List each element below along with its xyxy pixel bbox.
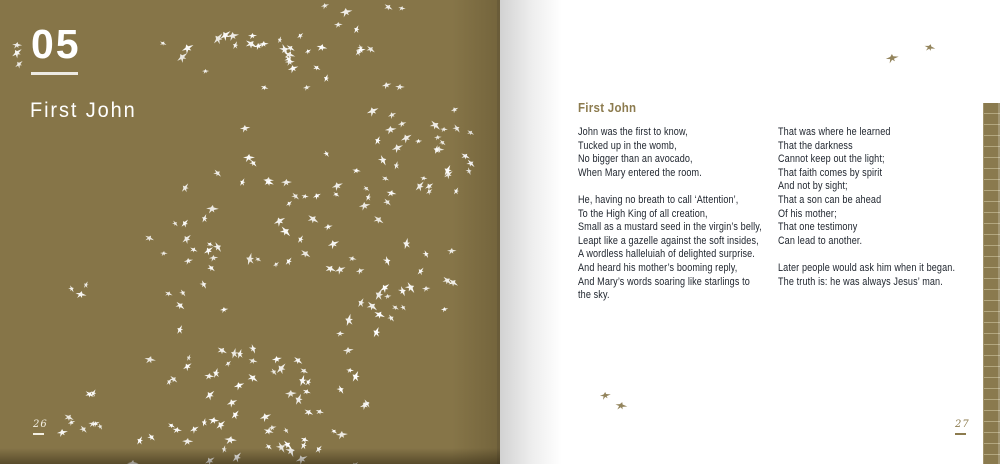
- starling-icon: [449, 106, 459, 116]
- starling-icon: [354, 47, 365, 59]
- starling-icon: [343, 313, 357, 329]
- poem-line: And heard his mother’s booming reply,: [578, 261, 738, 274]
- poem-line: A wordless halleluiah of delighted surprise.: [578, 248, 755, 261]
- starling-icon: [259, 83, 269, 93]
- starling-icon: [320, 2, 330, 11]
- chapter-number: 05: [31, 21, 81, 67]
- starling-icon: [170, 220, 179, 229]
- starling-icon: [464, 167, 473, 177]
- starling-icon: [202, 245, 216, 259]
- starling-icon: [272, 261, 281, 270]
- starling-icon: [201, 418, 211, 428]
- starling-icon: [202, 69, 209, 75]
- starling-icon: [282, 444, 296, 460]
- starling-icon: [446, 277, 461, 291]
- starling-icon: [437, 138, 447, 148]
- starling-icon: [95, 423, 104, 432]
- starling-icon: [296, 234, 308, 246]
- right-page: [500, 0, 1000, 464]
- starling-icon: [218, 28, 235, 44]
- starling-icon: [433, 144, 443, 155]
- starling-icon: [311, 63, 322, 74]
- starling-icon: [384, 126, 397, 137]
- page-number-left: 26: [33, 419, 48, 430]
- starling-icon: [206, 204, 219, 216]
- starling-icon: [229, 347, 241, 360]
- starling-icon: [66, 284, 75, 294]
- starling-icon: [259, 412, 274, 426]
- starling-icon: [345, 368, 354, 376]
- starling-icon: [370, 213, 385, 228]
- starling-icon: [276, 36, 285, 45]
- starling-icon: [67, 419, 77, 428]
- starling-icon: [355, 267, 366, 277]
- starling-icon: [220, 306, 229, 314]
- starling-icon: [415, 139, 422, 145]
- starling-icon: [441, 164, 456, 179]
- starling-icon: [197, 279, 208, 291]
- starling-icon: [334, 264, 348, 277]
- starling-icon: [172, 300, 186, 314]
- page-edge-strip: [983, 103, 1000, 464]
- starling-icon: [383, 294, 391, 301]
- starling-icon: [284, 43, 297, 55]
- starling-icon: [177, 288, 187, 299]
- starling-icon: [358, 401, 371, 413]
- starling-icon: [231, 450, 247, 464]
- starling-icon: [259, 41, 269, 49]
- starling-icon: [314, 408, 325, 418]
- starling-icon: [281, 179, 292, 188]
- starling-icon: [272, 355, 284, 365]
- starling-icon: [242, 37, 259, 53]
- starling-icon: [160, 251, 168, 258]
- starling-icon: [290, 355, 304, 369]
- poem-line: That the darkness: [778, 139, 853, 152]
- starling-icon: [283, 256, 295, 268]
- starling-icon: [425, 187, 435, 197]
- starling-icon: [236, 348, 248, 361]
- poem-line: When Mary entered the room.: [578, 166, 702, 179]
- starling-icon: [261, 177, 275, 190]
- starling-icon: [373, 135, 385, 147]
- starling-icon: [220, 444, 229, 454]
- starling-icon: [287, 64, 300, 76]
- starling-icon: [334, 22, 343, 30]
- starling-icon: [342, 347, 354, 357]
- starling-icon: [352, 24, 363, 36]
- starling-icon: [282, 54, 295, 67]
- starling-icon: [402, 280, 418, 296]
- starling-icon: [336, 430, 348, 441]
- starling-icon: [240, 124, 252, 134]
- starling-icon: [268, 367, 278, 378]
- starling-icon: [331, 180, 346, 194]
- starling-icon: [227, 32, 241, 44]
- poem-line: That a son can be ahead: [778, 193, 882, 206]
- starling-icon: [392, 161, 402, 172]
- starling-icon: [203, 455, 218, 464]
- starling-icon: [189, 424, 202, 436]
- starling-icon: [205, 263, 217, 275]
- starling-icon: [233, 381, 247, 393]
- starling-icon: [185, 353, 194, 362]
- starling-icon: [231, 40, 241, 51]
- starling-icon: [243, 154, 255, 164]
- starling-icon: [82, 280, 92, 290]
- starling-icon: [424, 181, 437, 193]
- starling-icon: [209, 240, 223, 255]
- starling-icon: [229, 408, 243, 422]
- starling-icon: [380, 255, 391, 267]
- starling-icon: [380, 174, 390, 184]
- chapter-title: First John: [30, 99, 137, 122]
- starling-icon: [402, 237, 415, 251]
- starling-icon: [390, 142, 405, 156]
- starling-icon: [13, 59, 26, 71]
- starling-icon: [135, 435, 147, 448]
- starling-icon: [398, 120, 408, 130]
- starling-icon: [263, 442, 274, 453]
- starling-icon: [380, 197, 392, 209]
- starling-icon: [363, 299, 379, 315]
- poem-line: Leapt like a gazelle against the soft insides,: [578, 234, 759, 247]
- starling-icon: [372, 287, 388, 303]
- starling-icon: [347, 255, 357, 264]
- starling-icon: [268, 424, 278, 433]
- starling-icon: [273, 441, 288, 456]
- poem-line: That one testimony: [778, 221, 858, 234]
- starling-icon: [452, 186, 462, 197]
- starling-icon: [384, 313, 395, 324]
- starling-icon: [182, 361, 196, 374]
- starling-icon: [331, 191, 341, 201]
- starling-icon: [276, 42, 291, 58]
- starling-icon: [297, 374, 311, 389]
- starling-icon: [293, 393, 308, 408]
- starling-icon: [364, 192, 374, 203]
- starling-icon: [87, 420, 98, 430]
- starling-icon: [356, 296, 369, 309]
- starling-icon: [420, 249, 430, 260]
- starling-icon: [61, 412, 75, 425]
- poem-title: First John: [578, 101, 637, 115]
- starling-icon: [434, 135, 442, 142]
- starling-icon: [171, 426, 182, 436]
- starling-icon: [295, 453, 311, 464]
- starling-icon: [182, 438, 194, 448]
- poem-line: That faith comes by spirit: [778, 166, 883, 179]
- starling-icon: [361, 184, 371, 194]
- starling-icon: [247, 357, 258, 368]
- poem-line: He, having no breath to call ‘Attention’,: [578, 193, 739, 206]
- starling-icon: [327, 238, 342, 252]
- starling-icon: [450, 123, 462, 136]
- poem-line: And Mary’s words soaring like starlings to: [578, 275, 750, 288]
- starling-icon: [180, 233, 195, 248]
- starling-icon: [422, 286, 431, 294]
- starling-icon: [311, 191, 322, 202]
- starling-icon: [76, 424, 88, 436]
- starling-icon: [144, 432, 156, 444]
- starling-icon: [375, 154, 388, 168]
- starling-icon: [399, 132, 414, 147]
- starling-icon: [385, 189, 397, 200]
- starling-icon: [211, 31, 228, 48]
- starling-icon: [313, 443, 325, 455]
- starling-icon: [253, 42, 264, 52]
- starling-icon: [209, 254, 219, 263]
- starling-icon: [296, 31, 306, 41]
- starling-icon: [285, 199, 295, 209]
- poem-line: the sky.: [578, 289, 610, 302]
- starling-icon: [304, 377, 315, 388]
- starling-icon: [285, 390, 297, 401]
- starling-icon: [203, 389, 219, 404]
- starling-icon: [398, 303, 407, 313]
- chapter-number-underline: [31, 72, 78, 75]
- starling-icon: [355, 44, 364, 54]
- starling-icon: [179, 217, 192, 230]
- starling-icon: [297, 248, 312, 263]
- poem-line: That was where he learned: [778, 126, 891, 138]
- starling-icon: [299, 440, 311, 452]
- starling-icon: [395, 83, 405, 92]
- starling-icon: [359, 398, 371, 410]
- page-number-right-dash: [955, 433, 966, 435]
- poem-column-2: [778, 126, 975, 289]
- starling-icon: [207, 416, 219, 427]
- starling-icon: [127, 459, 139, 464]
- starling-icon: [441, 307, 449, 314]
- starling-icon: [363, 44, 376, 57]
- starling-icon: [166, 422, 176, 432]
- starling-icon: [350, 370, 365, 385]
- starling-icon: [301, 407, 314, 420]
- starling-icon: [74, 289, 87, 301]
- starling-icon: [272, 215, 288, 230]
- starling-icon: [215, 345, 229, 359]
- starling-icon: [323, 223, 333, 232]
- starling-icon: [214, 419, 229, 434]
- starling-icon: [261, 427, 274, 439]
- page-number-right: 27: [955, 419, 970, 430]
- starling-icon: [381, 2, 394, 14]
- starling-icon: [183, 258, 194, 267]
- starling-icon: [299, 436, 310, 446]
- starling-icon: [439, 126, 447, 133]
- starling-icon: [329, 427, 339, 436]
- poem-line: Can lead to another.: [778, 234, 863, 247]
- starling-icon: [415, 266, 427, 278]
- starling-icon: [180, 42, 196, 57]
- starling-icon: [387, 110, 398, 121]
- poem-line: Tucked up in the womb,: [578, 139, 677, 152]
- starling-icon: [200, 213, 211, 225]
- starling-icon: [204, 372, 216, 382]
- poem-line: Later people would ask him when it began.: [778, 261, 956, 274]
- starling-icon: [163, 289, 174, 299]
- poem-line: John was the first to know,: [578, 126, 688, 138]
- starling-icon: [56, 429, 68, 440]
- starling-icon: [304, 213, 320, 229]
- page-number-left-dash: [33, 433, 44, 435]
- starling-icon: [336, 331, 345, 339]
- starling-icon: [281, 426, 290, 435]
- starling-icon: [322, 149, 332, 159]
- starling-icon: [356, 47, 366, 56]
- starling-icon: [244, 372, 260, 388]
- starling-icon: [379, 281, 394, 296]
- starling-icon: [179, 181, 193, 195]
- starling-icon: [175, 324, 187, 337]
- starling-icon: [211, 367, 223, 380]
- starling-icon: [246, 157, 258, 169]
- starling-icon: [142, 233, 155, 245]
- starling-icon: [349, 460, 361, 464]
- starling-icon: [365, 105, 381, 120]
- starling-icon: [246, 343, 257, 355]
- starling-icon: [188, 246, 199, 256]
- starling-icon: [89, 388, 100, 399]
- starling-icon: [279, 438, 293, 453]
- starling-icon: [276, 224, 293, 241]
- starling-icon: [301, 193, 310, 201]
- starling-icon: [420, 176, 428, 183]
- starling-icon: [245, 252, 259, 268]
- starling-icon: [315, 43, 328, 55]
- starling-icon: [370, 326, 384, 341]
- starling-icon: [397, 5, 406, 13]
- starling-icon: [351, 168, 361, 177]
- starling-icon: [225, 397, 239, 410]
- starling-icon: [263, 177, 274, 187]
- starling-icon: [442, 169, 456, 182]
- starling-icon: [381, 81, 393, 91]
- poem-line: [778, 248, 975, 262]
- starling-icon: [439, 275, 453, 289]
- poem-line: And not by sight;: [778, 180, 848, 193]
- starling-icon: [390, 304, 400, 314]
- starling-icon: [297, 366, 309, 378]
- starling-icon: [224, 360, 234, 370]
- starling-icon: [322, 73, 332, 84]
- starling-icon: [210, 168, 222, 181]
- starling-icon: [167, 374, 180, 387]
- starling-icon: [458, 151, 471, 163]
- starling-icon: [274, 361, 291, 378]
- starling-icon: [396, 285, 408, 298]
- starling-icon: [358, 201, 371, 213]
- starling-icon: [432, 146, 444, 157]
- poem-line: The truth is: he was always Jesus’ man.: [778, 275, 943, 288]
- poem-line: No bigger than an avocado,: [578, 153, 693, 166]
- starling-icon: [413, 179, 429, 195]
- starling-icon: [302, 84, 311, 92]
- starling-icon: [372, 309, 387, 323]
- starling-icon: [464, 128, 475, 138]
- poem-line: Small as a mustard seed in the virgin’s belly,: [578, 221, 762, 234]
- starling-icon: [339, 7, 354, 20]
- starling-icon: [91, 420, 101, 430]
- starling-icon: [165, 377, 175, 388]
- starling-icon: [175, 51, 192, 67]
- starling-icon: [301, 388, 312, 398]
- starling-icon: [322, 262, 337, 276]
- starling-icon: [238, 177, 249, 188]
- poem-line: [578, 180, 775, 194]
- starling-icon: [447, 248, 457, 256]
- poem-line: To the High King of all creation,: [578, 207, 708, 220]
- poem-line: Cannot keep out the light;: [778, 153, 885, 166]
- starling-icon: [253, 255, 263, 264]
- starling-icon: [248, 33, 257, 41]
- starling-icon: [304, 48, 313, 57]
- starling-icon: [11, 41, 22, 51]
- starling-icon: [143, 354, 157, 366]
- starling-icon: [288, 191, 300, 203]
- starling-icon: [223, 435, 237, 448]
- starling-icon: [10, 46, 26, 61]
- starling-icon: [158, 40, 167, 49]
- starling-icon: [82, 389, 95, 402]
- poem-line: Of his mother;: [778, 207, 837, 220]
- starling-icon: [205, 240, 214, 249]
- starling-icon: [463, 158, 476, 171]
- starling-icon: [284, 59, 294, 68]
- starling-icon: [426, 118, 442, 135]
- starling-icon: [334, 384, 346, 396]
- poem-column-1: [578, 126, 775, 303]
- starling-icon: [282, 49, 297, 63]
